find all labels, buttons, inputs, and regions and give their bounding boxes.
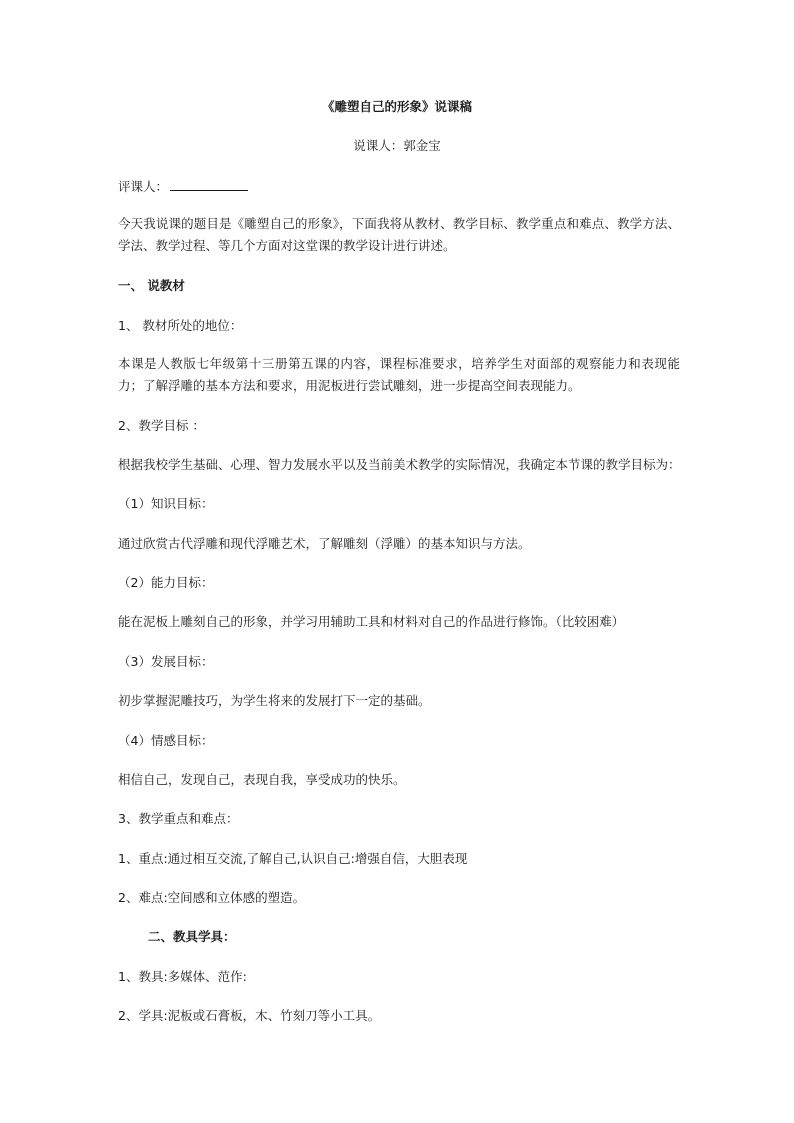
goal-emotion-heading: （4）情感目标： <box>118 733 214 748</box>
goal-development-heading: （3）发展目标： <box>118 654 214 669</box>
speaker-line: 说课人：郭金宝 <box>353 138 441 153</box>
subheading-key-points: 3、教学重点和难点： <box>118 811 239 826</box>
goal-knowledge-heading: （1）知识目标： <box>118 496 214 511</box>
subheading-goals: 2、教学目标 ： <box>118 418 205 433</box>
goals-paragraph: 根据我校学生基础、心理、智力发展水平以及当前美术教学的实际情况，我确定本节课的教学目标为： <box>118 457 681 472</box>
reviewer-line <box>118 177 248 195</box>
difficulty-text: 2、难点:空间感和立体感的塑造。 <box>118 890 306 905</box>
key-point-text: 1、重点:通过相互交流,了解自己,认识自己:增强自信，大胆表现 <box>118 851 468 866</box>
section-heading-2: 二、教具学具： <box>148 929 236 944</box>
goal-development-text: 初步掌握泥雕技巧，为学生将来的发展打下一定的基础。 <box>118 693 431 708</box>
position-paragraph: 本课是人教版七年级第十三册第五课的内容，课程标准要求，培养学生对面部的观察能力和表现能力；了解浮雕的基本方法和要求，用泥板进行尝试雕刻，进一步提高空间表现能力。 <box>118 356 680 393</box>
goal-ability-heading: （2）能力目标： <box>118 575 214 590</box>
subheading-position: 1、 教材所处的地位： <box>118 318 243 333</box>
goal-emotion-text: 相信自己，发现自己，表现自我，享受成功的快乐。 <box>118 772 406 787</box>
reviewer-blank <box>170 177 248 191</box>
learning-tool-text: 2、学具:泥板或石膏板，木、竹刻刀等小工具。 <box>118 1008 381 1023</box>
teaching-tool-text: 1、教具:多媒体、范作: <box>118 969 247 984</box>
reviewer-label: 评课人： <box>118 179 169 194</box>
intro-paragraph: 今天我说课的题目是《雕塑自己的形象》，下面我将从教材、教学目标、教学重点和难点、教学方法、学法、教学过程、等几个方面对这堂课的教学设计进行讲述。 <box>118 216 680 253</box>
goal-knowledge-text: 通过欣赏古代浮雕和现代浮雕艺术，了解雕刻（浮雕）的基本知识与方法。 <box>118 536 531 551</box>
document-title: 《雕塑自己的形象》说课稿 <box>321 99 472 114</box>
section-heading-1: 一、 说教材 <box>118 278 185 293</box>
goal-ability-text: 能在泥板上雕刻自己的形象，并学习用辅助工具和材料对自己的作品进行修饰。（比较困难） <box>118 614 625 629</box>
